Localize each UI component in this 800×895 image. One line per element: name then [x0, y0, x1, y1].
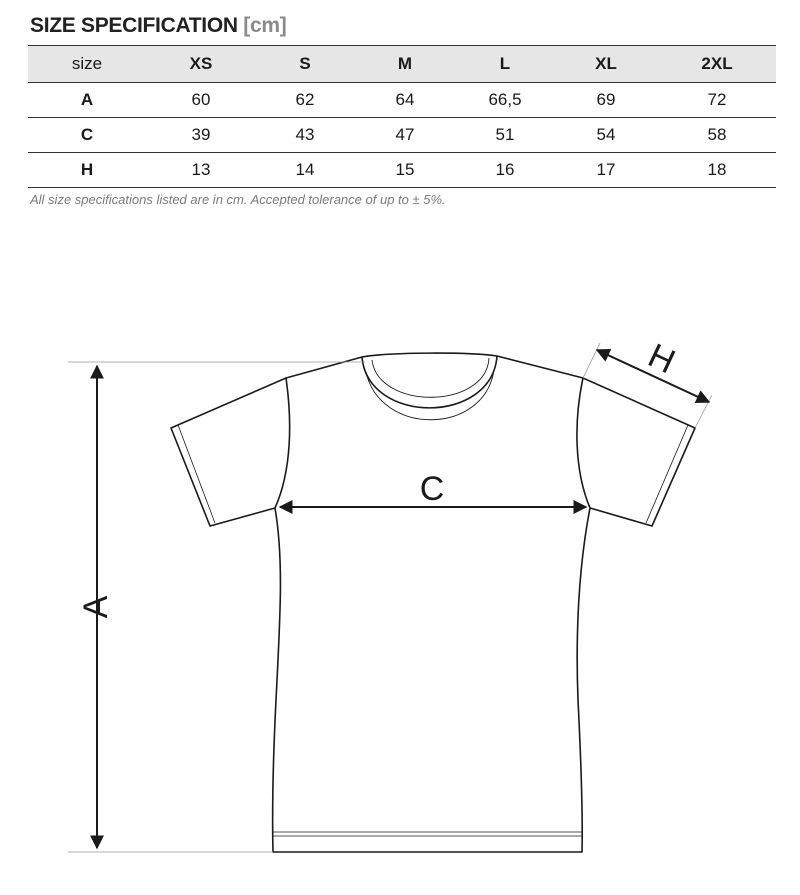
table-cell: 13 — [191, 160, 211, 179]
table-cell: 64 — [395, 90, 415, 109]
header-2xl: 2XL — [658, 46, 776, 83]
header-m: M — [354, 46, 456, 83]
header-size: size — [28, 46, 146, 83]
dimension-a — [68, 362, 365, 852]
title-unit: [cm] — [243, 14, 287, 37]
header-s: S — [256, 46, 354, 83]
table-cell: 15 — [395, 160, 415, 179]
title-main: SIZE SPECIFICATION — [30, 14, 238, 37]
tolerance-note: All size specifications listed are in cm. Accepted tolerance of up to ± 5%. — [30, 192, 446, 207]
table-cell: 54 — [596, 125, 616, 144]
table-cell: 17 — [596, 160, 616, 179]
row-label: A — [80, 90, 94, 109]
header-xl: XL — [554, 46, 658, 83]
header-xs: XS — [146, 46, 256, 83]
table-cell: 72 — [707, 90, 727, 109]
table-cell: 39 — [191, 125, 211, 144]
table-cell: 18 — [707, 160, 727, 179]
table-cell: 14 — [295, 160, 315, 179]
table-cell: 51 — [495, 125, 515, 144]
table-cell: 66,5 — [488, 90, 522, 109]
table-cell: 69 — [596, 90, 616, 109]
dimension-h — [583, 336, 712, 428]
row-label: C — [80, 125, 94, 144]
label-a: A — [77, 595, 115, 619]
table-cell: 62 — [295, 90, 315, 109]
table-cell: 60 — [191, 90, 211, 109]
table-cell: 43 — [295, 125, 315, 144]
label-h: H — [642, 336, 681, 382]
table-cell: 58 — [707, 125, 727, 144]
row-label: H — [80, 160, 94, 179]
tshirt-outline — [171, 353, 695, 852]
label-c: C — [419, 470, 445, 508]
header-l: L — [456, 46, 554, 83]
dimension-c — [280, 470, 586, 508]
table-cell: 47 — [395, 125, 415, 144]
table-cell: 16 — [495, 160, 515, 179]
